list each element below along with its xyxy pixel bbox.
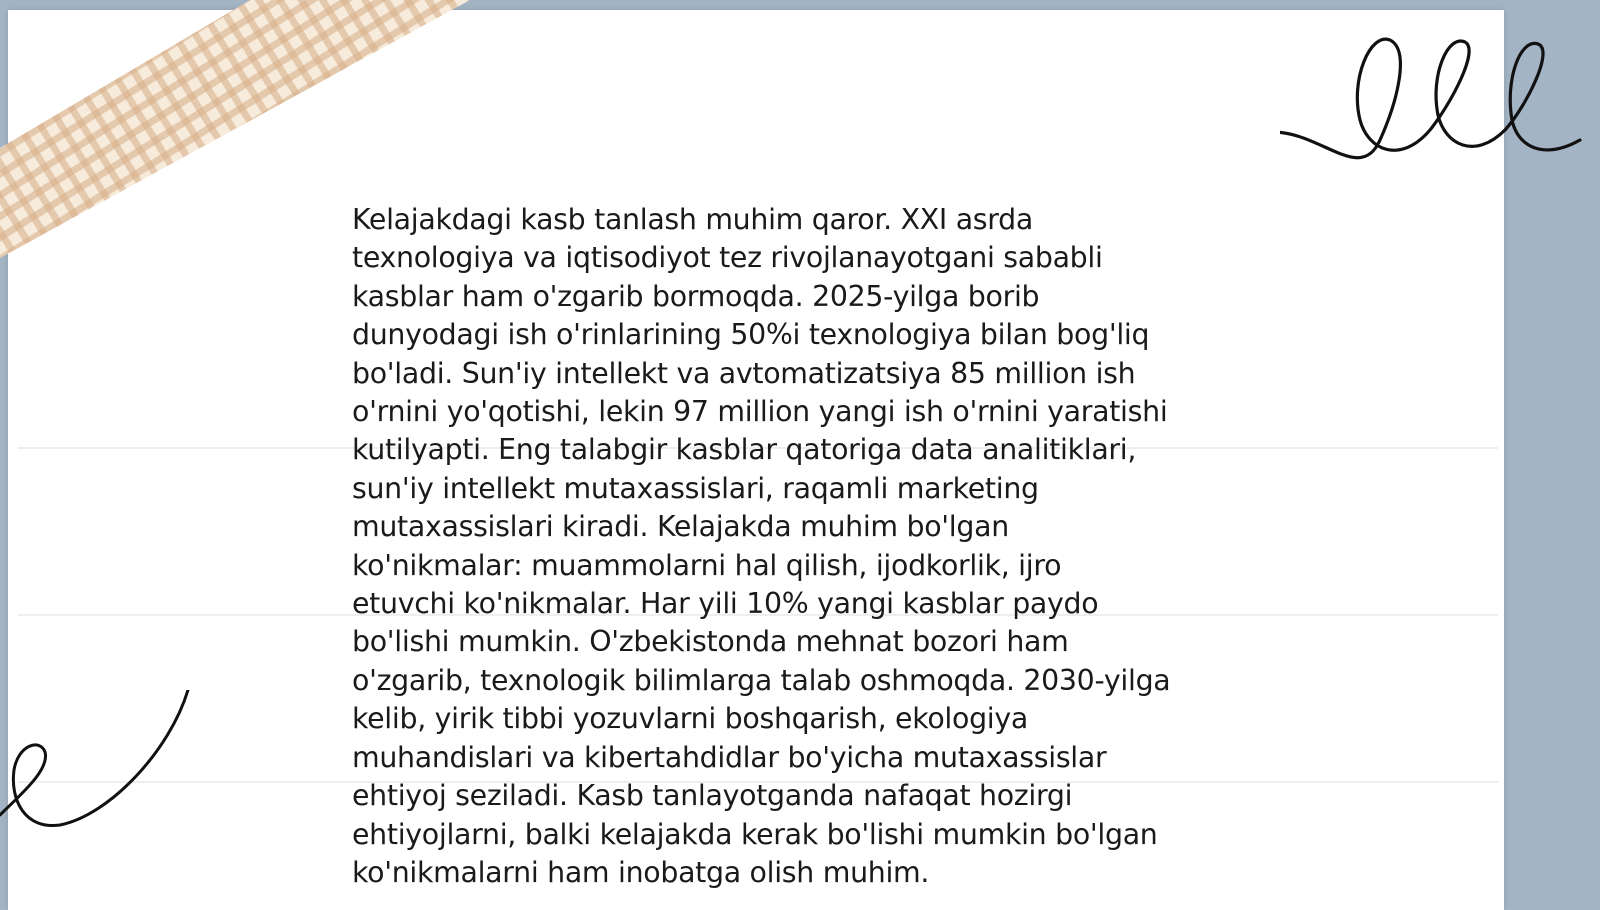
body-text-line: ko'nikmalar: muammolarni hal qilish, ijodkorlik, ijro [352,548,1062,582]
body-text-line: bo'ladi. Sun'iy intellekt va avtomatizatsiya 85 million ish [352,356,1136,390]
body-text-line: o'rnini yo'qotishi, lekin 97 million yangi ish o'rnini yaratishi [352,395,1168,429]
body-text-line: bo'lishi mumkin. O'zbekistonda mehnat bozori ham [352,625,1069,659]
body-text-line: o'zgarib, texnologik bilimlarga talab oshmoqda. 2030-yilga [352,663,1171,697]
body-text-line: ehtiyojlarni, balki kelajakda kerak bo'lishi mumkin bo'lgan [352,817,1158,851]
body-text-line: mutaxassislari kiradi. Kelajakda muhim bo'lgan [352,510,1009,544]
body-text-line: etuvchi ko'nikmalar. Har yili 10% yangi kasblar paydo [352,587,1099,621]
body-text-line: Kelajakdagi kasb tanlash muhim qaror. XXI asrda [352,203,1033,236]
body-text-line: kasblar ham o'zgarib bormoqda. 2025-yilga borib [352,279,1040,313]
body-text-line: sun'iy intellekt mutaxassislari, raqamli marketing [352,471,1039,505]
body-text-line: ehtiyoj seziladi. Kasb tanlayotganda nafaqat hozirgi [352,779,1073,813]
body-text-line: texnologiya va iqtisodiyot tez rivojlanayotgani sababli [352,241,1103,275]
body-text-line: kelib, yirik tibbi yozuvlarni boshqarish, ekologiya [352,702,1028,736]
loop-scribble-icon [0,690,200,850]
body-text-line: ko'nikmalarni ham inobatga olish muhim. [352,855,930,889]
body-paragraph [352,201,1232,892]
body-text-line: dunyodagi ish o'rinlarining 50%i texnologiya bilan bog'liq [352,318,1150,352]
body-text-line: kutilyapti. Eng talabgir kasblar qatoriga data analitiklari, [352,433,1137,467]
body-text-line: muhandislari va kibertahdidlar bo'yicha mutaxassislar [352,740,1107,774]
loop-scribble-icon [1280,20,1600,200]
